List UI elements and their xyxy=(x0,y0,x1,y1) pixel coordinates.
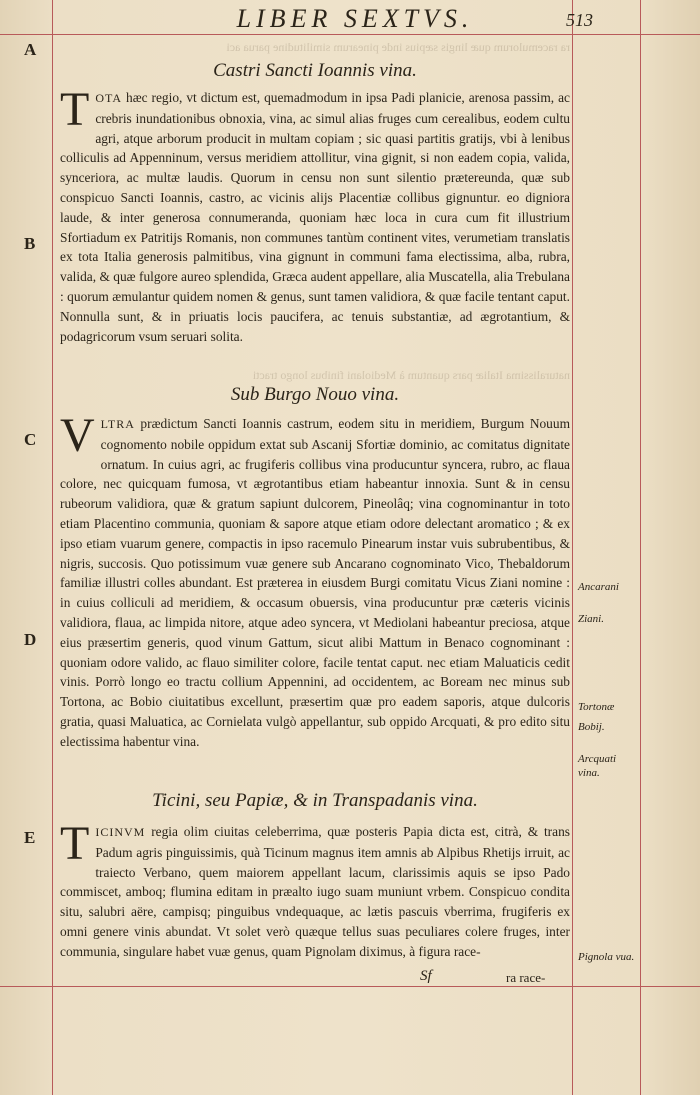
opening-word: LTRA xyxy=(100,417,135,431)
bleed-through: ra racemulorum quæ lingis sæpius inde pinearum similitudine parua aci xyxy=(226,40,570,54)
footer-rule xyxy=(0,986,700,987)
bleed-through: naturalissima Italiæ pars quantum à Mediolani finibus longo tracti xyxy=(252,368,570,382)
header-rule xyxy=(0,34,700,35)
section-heading: Ticini, seu Papiæ, & in Transpadanis vina. xyxy=(152,790,478,811)
section-letter-a: A xyxy=(24,40,37,59)
section-letter-d: D xyxy=(24,630,37,649)
drop-capital: T xyxy=(60,817,90,870)
paragraph-text: regia olim ciuitas celeberrima, quæ posteris Papia dicta est, citrà, & trans Padum agris pinguissimis, quà Ticinum magnus item amnis ab Alpibus Rhetijs irruit, ac traiecto Verbano, quem maiorem appellant lacum, clarissimis aquis se ipso Pado commiscet, amboq; flumina editam in præalto iugo suam muniunt vrbem. Conspicuo condita situ, salubri aëre, campisq; pinguibus vndequaque, ac lætis pascuis vberrima, frugiferis ex omni genere vinis abundat. Vt solet verò quæque tellus suas peculiares colere fruges, inter communia, singulare habet vuæ genus, quam Pignolam diximus, à figura race- xyxy=(60,824,570,959)
inner-right-rule xyxy=(572,0,573,1095)
section-letter-b: B xyxy=(24,234,36,253)
left-rule xyxy=(52,0,53,1095)
section-paragraph xyxy=(60,817,570,962)
section-paragraph xyxy=(60,83,570,346)
margin-note: Pignola vua. xyxy=(578,951,635,963)
opening-word: OTA xyxy=(95,91,123,105)
margin-note: Tortonæ xyxy=(578,701,615,713)
section-heading: Sub Burgo Nouo vina. xyxy=(230,384,400,405)
margin-note: Ancarani xyxy=(578,581,619,593)
page-number: 513 xyxy=(566,10,593,30)
catchword: ra race- xyxy=(506,970,546,985)
opening-word: ICINVM xyxy=(95,825,146,839)
margin-note: Ziani. xyxy=(578,613,604,625)
section-letter-c: C xyxy=(24,430,37,449)
paragraph-text: hæc regio, vt dictum est, quemadmodum in ipsa Padi planicie, arenosa passim, ac crebris inundationibus obnoxia, vina, ac simul alias fruges cum cerealibus, eodem cultu agri, atque arborum producit in multam copiam ; sic quasi partitis gratijs, vbi à lenibus colliculis ad Appenninum, versus meridiem attollitur, vina gignit, si non eadem copia, valida, synceriora, ac multæ laudis. Quorum in censu non sunt silentio prætereunda, quæ sub conspicuo Sancti Ioannis, castro, ac vicinis alijs Placentiæ collibus gignuntur. eo digniora laude, & inter generosa connumeranda, quoniam hæc loca in cura cum fit illustrium Sfortiadum ex Patritijs Romanis, non communes tantùm continent vites, verumetiam translatis ex tota Italia generosis palmitibus, vina gignunt in communi fama electissima, alba, rubra, valida, & quæ fulgore aureo splendida, Græca audent appellare, alia Muscatella, alia Trebulana : quorum æmulantur quidem nomen & genus, sunt tamen validiora, & quæ facile tentant caput. Nonnulla sunt, & in priuatis locis paucifera, ac tenuis substantiæ, ad ægrotantium, & podagricorum vsum seruari solita. xyxy=(60,90,570,344)
section-letter-e: E xyxy=(24,828,36,847)
drop-capital: V xyxy=(60,409,95,462)
paragraph-text: prædictum Sancti Ioannis castrum, eodem situ in meridiem, Burgum Nouum cognomento nobile oppidum extat sub Ascanij Sfortiæ dominio, ac comitatus dignitate ornatum. In cuius agri, ac frugiferis collibus vina producuntur syncera, rubro, ac flaua colore, nec quicquam fumosa, vt ægrotantibus etiam habeantur innoxia. Sunt & in censu rubeorum validiora, quæ & gratum sapiunt dulcorem, Pineolâq; vina cognominantur in toto etiam Placentino communia, quoniam & sapore atque etiam odore delectant aromatico ; & ex ipso etiam vuarum genere, compactis in ipso racemulo Pinearum instar vuis subrubentibus, & nigris, succosis. Quo potissimum vuæ genere sub Ancarano cognominato Vico, Thebaldorum familiæ illustri colles abundant. Est præterea in eiusdem Burgi comitatu Vicus Ziani nomine : in cuius colliculi ad meridiem, & occasum obuersis, vina producuntur præ cæteris vicinis validiora, flaua, ac limpida nitore, atque adeo syncera, vt Mediolani habeantur preciosa, atque eius præsertim generis, quod vinum Gattum, sicut alibi Mattum in Benaco cognominant : quoniam odore valido, ac flauo similiter colore, facile tentat caput. nec etiam Maluaticis cedit vinis. Porrò longo eo tractu collium Appennini, ad occidentem, ac Boream nec minus sub Tortona, ac Bobio ciuitatibus excellunt, præsertim quæ pro eadem saporis, atque dulcoris gratia, quasi Maluatica, ac Cornielata vulgò appellantur, sub oppido Arcquati, & pro edito situ electissima habentur vina. xyxy=(60,416,570,749)
margin-note: Bobij. xyxy=(578,721,605,733)
drop-capital: T xyxy=(60,83,90,136)
section-paragraph xyxy=(60,409,570,752)
running-head: LIBER SEXTVS. xyxy=(236,4,474,33)
outer-right-rule xyxy=(640,0,641,1095)
signature-mark: Sf xyxy=(420,968,432,984)
section-heading: Castri Sancti Ioannis vina. xyxy=(213,60,417,81)
margin-note: Arcquati vina. xyxy=(578,753,617,779)
